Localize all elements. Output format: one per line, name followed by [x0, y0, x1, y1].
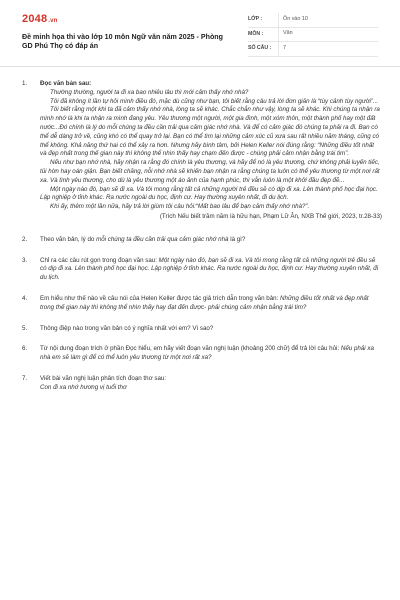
question-heading: Đọc văn bản sau:	[40, 80, 92, 87]
question-text: Từ nội dung đoạn trích ở phần Đọc hiểu, em hãy viết đoạn văn nghị luận (khoảng 200 chữ) để trả lời câu hỏi:	[40, 345, 341, 353]
passage-paragraph: Nếu như bạn nhớ nhà, hãy nhận ra rằng đó chính là yêu thương, và hãy để nó là yêu thương, chứ không phải luyến tiếc, tủi hờn hay oán giận. Bạn biết chăng, nỗi nhớ nhà sẽ khiến bạn nhận ra rằng chúng ta luôn có thể yêu thương từ một nơi rất xa. Và tình yêu thương, cho dù là yêu thương một áo ảnh của hạnh phúc, thì vẫn luôn là một khởi đầu đẹp đẽ...	[40, 159, 380, 184]
passage-paragraph: Khi ấy, thêm một lần nữa, hãy trả lời giùm tôi câu hỏi:“Mất bao lâu để bạn cảm thấy nhớ nhà?”.	[50, 203, 310, 211]
logo-suffix: .vn	[48, 18, 58, 24]
question-6	[22, 345, 382, 363]
meta-label: LỚP :	[248, 16, 263, 23]
passage-paragraph: Tôi đã không ít lần tự hỏi mình điều đó, mặc dù cũng như bạn, tôi biết rằng câu trả lời đơn giản là “tùy cảnh tùy người”...	[50, 97, 379, 105]
meta-label: MÔN :	[248, 30, 264, 37]
site-logo[interactable]	[22, 12, 58, 28]
header-divider	[0, 66, 400, 67]
question-number: 4.	[22, 294, 28, 302]
meta-table	[248, 13, 378, 57]
meta-value: Ôn vào 10	[278, 13, 378, 27]
question-number: 6.	[22, 345, 28, 353]
passage-paragraph: Thường thường, người ta đi xa bao nhiêu lâu thì mới cảm thấy nhớ nhà?	[50, 88, 249, 96]
question-5	[22, 325, 382, 334]
header	[0, 0, 400, 58]
question-text: Theo văn bản, lý do	[40, 235, 97, 243]
page-title: Đề minh họa thi vào lớp 10 môn Ngữ văn năm 2025 - Phòng GD Phú Thọ có đáp án	[22, 33, 223, 51]
question-number: 2.	[22, 235, 28, 243]
question-number: 1.	[22, 80, 28, 87]
question-text: Em hiểu như thế nào về câu nói của Helen Keller được tác giả trích dẫn trong văn bản:	[40, 294, 281, 302]
question-emphasis: Những điều tốt nhất và đẹp nhất trong thế gian này thì không thể nhìn thấy hay đạt đến được- phải chúng cảm nhận bằng trái tim?	[40, 294, 369, 311]
question-emphasis: mỗi chúng ta đều cần trải qua cảm giác nhớ nhà	[96, 235, 229, 243]
question-1	[22, 80, 382, 222]
passage-source: (Trích Nếu biết trăm năm là hữu hạn, Phạm Lữ Ân, NXB Thế giới, 2023, tr.28-33)	[159, 212, 382, 220]
passage-paragraph: Một ngày nào đó, bạn sẽ đi xa. Và tôi mong rằng tất cả những người trẻ đều sẽ có dịp đi xa. Lên thành phố học đại học. Lập nghiệp ở tỉnh khác. Ra nước ngoài du học, định cư. Hay thường xuyên nhất, đi du lịch.	[40, 185, 378, 202]
passage-paragraph: Tôi biết rằng một khi ta đã cảm thấy nhớ nhà, lòng ta sẽ khác. Chắc chắn như vậy, lòng ta sẽ khác. Khi chúng ta nhận ra mình nhớ là khi ta nhận ra mình đang yêu. Yêu thương một người, một gia đình, một xóm thôn, một thành phố hay một đất nước...Đó chính là lý do mỗi chúng ta đều cần trải qua cảm giác nhớ nhà. Và để có cảm giác đó chúng ta phải ra đi. Bạn có thể dễ dàng trở về, cũng khó có thể quay trở lại. Bạn có thể tìm lại những cảm xúc cũ xưa sau rất nhiều năm tháng, cũng có thể không. Khả năng thứ hai có thể xảy ra hơn. Nhưng hãy bình tâm, bởi Helen Keller nói đúng rằng: “Những điều tốt nhất và đẹp nhất trong thế gian này thì không thể nhìn thấy hay chạm đến được - chúng phải cảm nhận bằng trái tim”.	[40, 106, 380, 158]
meta-value: Văn	[278, 28, 378, 42]
question-text: Chỉ ra các câu rút gọn trong đoạn văn sau:	[40, 256, 159, 264]
question-emphasis: Một ngày nào đó, bạn sẽ đi xa. Và tôi mong rằng tất cả những người trẻ đều sẽ có dịp đi xa. Lên thành phố học đại học. Lập nghiệp ở tỉnh khác. Ra nước ngoài du học, định cư. Hay thường xuyên nhất, đi du lịch.	[40, 256, 379, 282]
meta-row-subject	[248, 28, 378, 43]
question-emphasis: Nếu phải xa nhà em sẽ làm gì để có thể luôn yêu thương từ một nơi rất xa?	[40, 345, 374, 362]
question-list	[22, 80, 382, 405]
question-text: Viết bài văn nghị luận phân tích đoạn thơ sau:	[40, 374, 167, 382]
question-3	[22, 257, 382, 283]
question-text: Thông điệp nào trong văn bản có ý nghĩa nhất với em? Vì sao?	[40, 324, 214, 332]
meta-row-count	[248, 42, 378, 57]
meta-label: SỐ CÂU :	[248, 45, 272, 52]
question-2	[22, 236, 382, 245]
question-number: 3.	[22, 256, 28, 264]
question-number: 7.	[22, 374, 28, 382]
meta-value: 7	[278, 42, 378, 56]
question-7	[22, 375, 382, 393]
question-tail: là gì?	[228, 235, 246, 243]
question-4	[22, 295, 382, 313]
logo-text: 2048	[22, 13, 48, 25]
question-number: 5.	[22, 324, 28, 332]
meta-row-class	[248, 13, 378, 28]
poem-line: Con đi xa nhớ hương vị tuổi thơ	[40, 383, 127, 391]
